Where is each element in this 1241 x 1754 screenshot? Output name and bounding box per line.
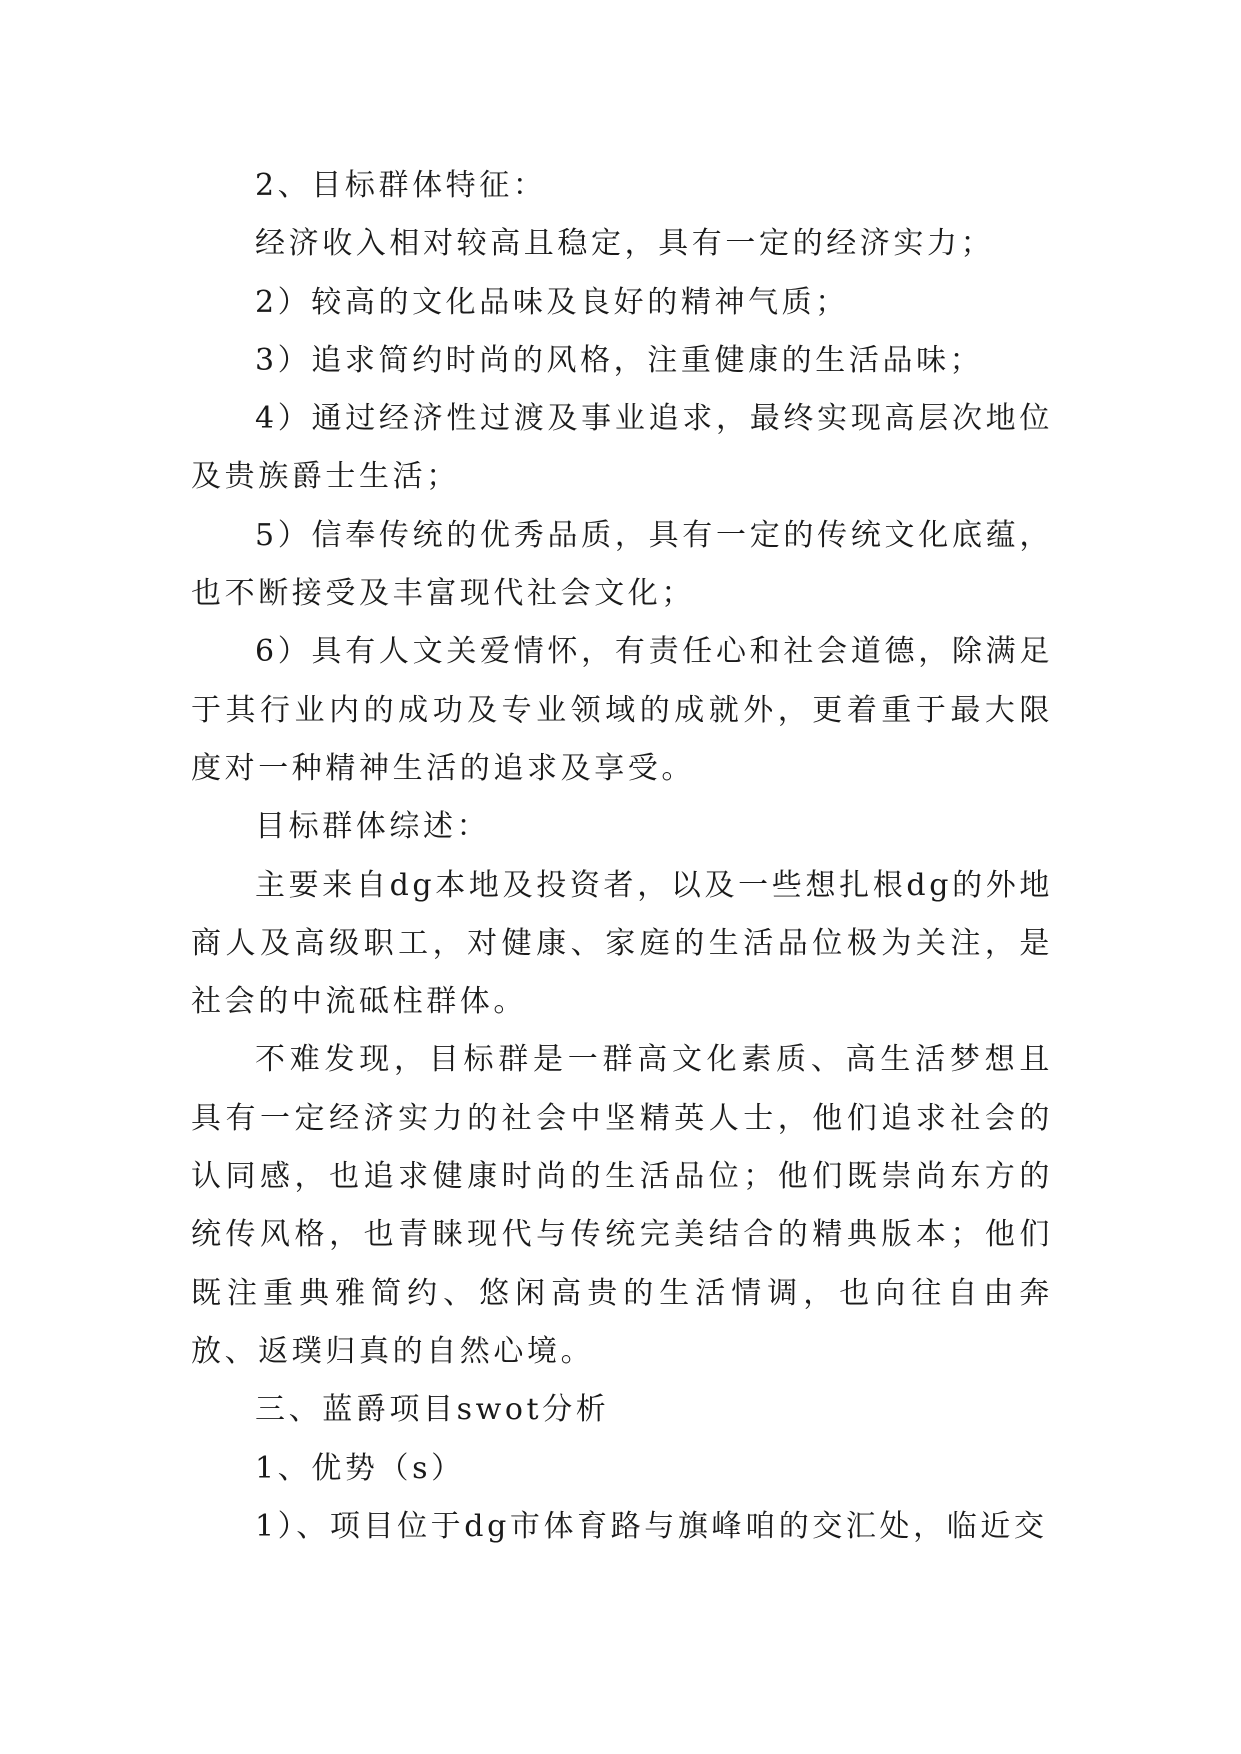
list-item-6: 6）具有人文关爱情怀，有责任心和社会道德，除满足于其行业内的成功及专业领域的成就外，更着重于最大限度对一种精神生活的追求及享受。 — [191, 634, 1053, 786]
document-body — [191, 157, 1053, 1556]
list-item-3: 3）追求简约时尚的风格，注重健康的生活品味； — [255, 342, 984, 378]
list-item-4: 4）通过经济性过渡及事业追求，最终实现高层次地位及贵族爵士生活； — [191, 401, 1053, 495]
section-heading-swot: 三、蓝爵项目swot分析 — [255, 1392, 610, 1428]
paragraph-findings: 不难发现，目标群是一群高文化素质、高生活梦想且具有一定经济实力的社会中坚精英人士，他们追求社会的认同感，也追求健康时尚的生活品位；他们既崇尚东方的统传风格，也青睐现代与传统完美结合的精典版本；他们既注重典雅简约、悠闲高贵的生活情调，也向往自由奔放、返璞归真的自然心境。 — [191, 1042, 1053, 1369]
subheading-strengths: 1、优势（s） — [255, 1450, 465, 1486]
section-heading-summary: 目标群体综述： — [255, 809, 491, 845]
paragraph-summary: 主要来自dg本地及投资者，以及一些想扎根dg的外地商人及高级职工，对健康、家庭的生活品位极为关注，是社会的中流砥柱群体。 — [191, 867, 1053, 1020]
paragraph-strength-1: 1）、项目位于dg市体育路与旗峰咱的交汇处，临近交 — [255, 1508, 1048, 1544]
section-heading-target-group: 2、目标群体特征： — [255, 168, 547, 203]
list-item-2: 2）较高的文化品味及良好的精神气质； — [255, 284, 849, 320]
paragraph-income: 经济收入相对较高且稳定，具有一定的经济实力； — [255, 226, 995, 262]
list-item-5: 5）信奉传统的优秀品质，具有一定的传统文化底蕴，也不断接受及丰富现代社会文化； — [191, 517, 1053, 612]
